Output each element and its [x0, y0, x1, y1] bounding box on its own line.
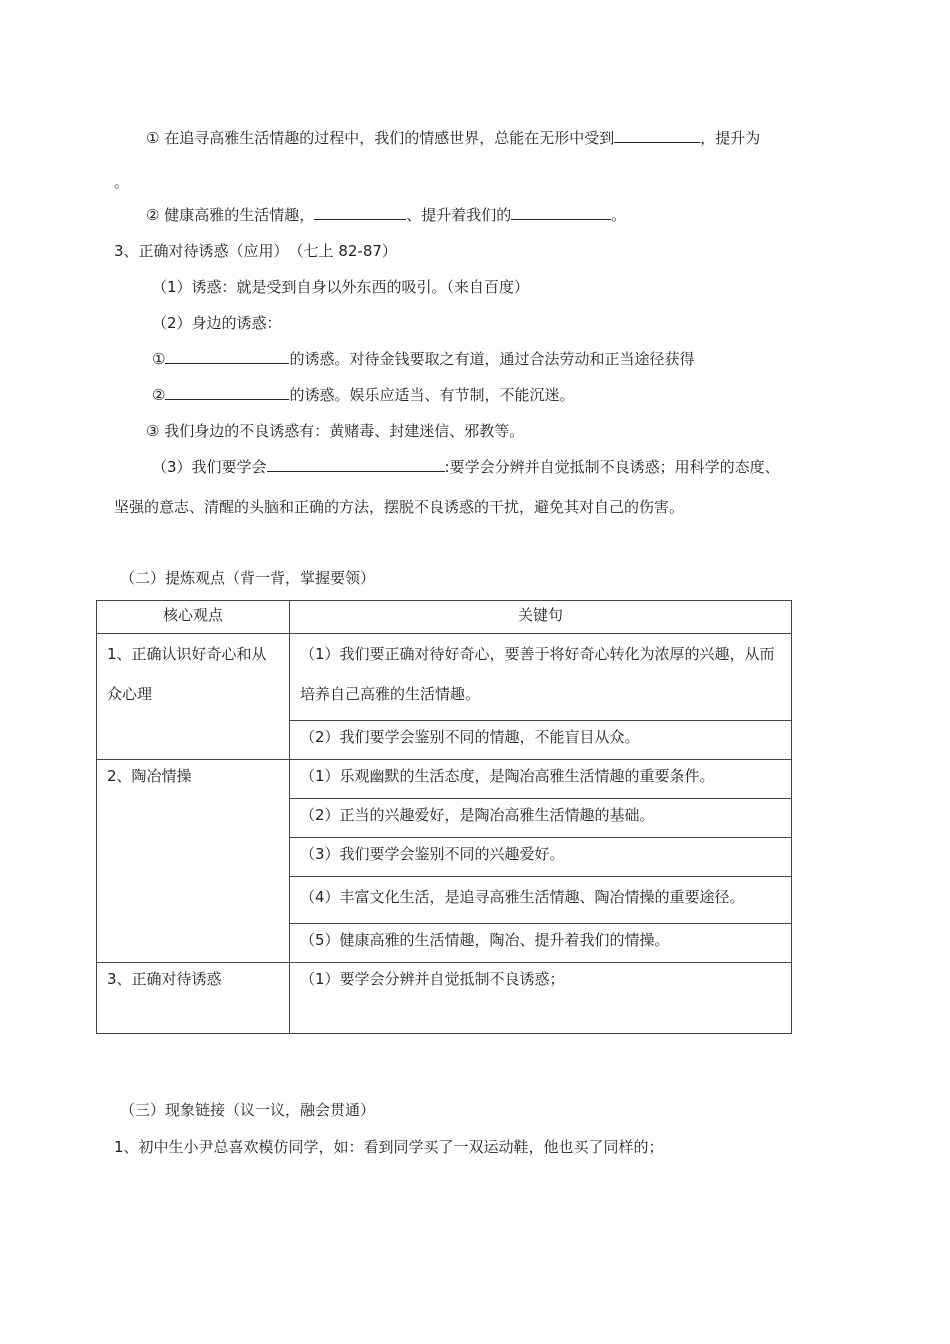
table-row [97, 963, 792, 1034]
temptation-item-1: ① 的诱惑。对待金钱要取之有道，通过合法劳动和正当途径获得 [152, 350, 695, 368]
table-row [97, 634, 792, 721]
header-key: 关键句 [290, 601, 792, 634]
part2-heading: （二）提炼观点（背一背，掌握要领） [120, 569, 376, 587]
temptation-item-3: ③ 我们身边的不良诱惑有：黄赌毒、封建迷信、邪教等。 [146, 422, 525, 440]
emotion-line-1: ① 在追寻高雅生活情趣的过程中，我们的情感世界，总能在无形中受到 ，提升为 [146, 129, 761, 147]
core-cell: 3、正确对待诱惑 [97, 963, 290, 1034]
key-cell: （1）乐观幽默的生活态度，是陶冶高雅生活情趣的重要条件。 [290, 760, 792, 799]
fill-blank [165, 349, 289, 364]
key-cell: （2）正当的兴趣爱好，是陶冶高雅生活情趣的基础。 [290, 799, 792, 838]
temptation-definition: （1）诱惑：就是受到自身以外东西的吸引。（来自百度） [152, 278, 530, 296]
fill-blank [614, 128, 700, 143]
temptation-learn-cont: 坚强的意志、清醒的头脑和正确的方法，摆脱不良诱惑的干扰，避免其对自己的伤害。 [114, 498, 685, 516]
header-core: 核心观点 [97, 601, 290, 634]
fill-blank [165, 385, 289, 400]
key-cell: （2）我们要学会鉴别不同的情趣，不能盲目从众。 [290, 721, 792, 760]
core-cell: 2、陶冶情操 [97, 760, 290, 963]
table-header-row [97, 601, 792, 634]
table-row [97, 760, 792, 799]
key-cell: （1）要学会分辨并自觉抵制不良诱惑； [290, 963, 792, 1034]
fill-blank [267, 457, 445, 472]
temptation-learn: （3）我们要学会 :要学会分辨并自觉抵制不良诱惑；用科学的态度、 [152, 458, 780, 476]
temptation-heading: 3、正确对待诱惑（应用） （七上 82-87） [114, 242, 397, 260]
key-cell: （1）我们要正确对待好奇心，要善于将好奇心转化为浓厚的兴趣，从而培养自己高雅的生活情趣。 [290, 634, 792, 721]
fill-blank [511, 205, 611, 220]
emotion-line-2: ② 健康高雅的生活情趣， 、提升着我们的 。 [146, 206, 627, 224]
core-cell: 1、正确认识好奇心和从众心理 [97, 634, 290, 760]
key-cell: （4）丰富文化生活，是追寻高雅生活情趣、陶冶情操的重要途径。 [290, 877, 792, 924]
fill-blank [314, 205, 406, 220]
key-cell: （3）我们要学会鉴别不同的兴趣爱好。 [290, 838, 792, 877]
emotion-line-1-cont: 。 [114, 173, 130, 191]
temptation-around: （2）身边的诱惑： [152, 314, 282, 332]
part3-item-1: 1、初中生小尹总喜欢模仿同学，如：看到同学买了一双运动鞋，他也买了同样的； [114, 1138, 664, 1156]
key-cell: （5）健康高雅的生活情趣，陶冶、提升着我们的情操。 [290, 924, 792, 963]
key-points-table [96, 600, 792, 1034]
temptation-item-2: ② 的诱惑。娱乐应适当、有节制，不能沉迷。 [152, 386, 575, 404]
part3-heading: （三）现象链接（议一议，融会贯通） [120, 1101, 376, 1119]
